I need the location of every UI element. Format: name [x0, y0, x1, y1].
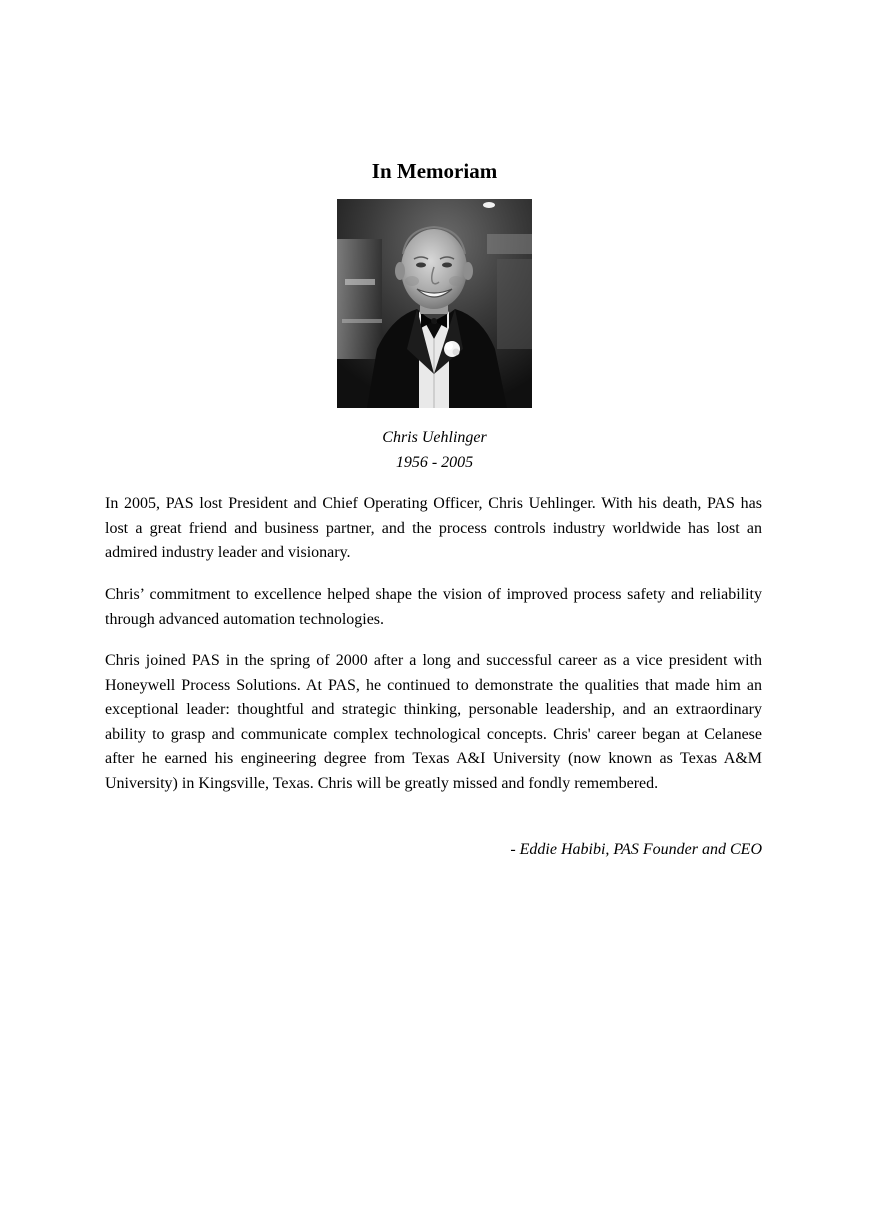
paragraph-commitment: Chris’ commitment to excellence helped shape the vision of improved process safety and reliability through advanced automation technologies.: [105, 586, 762, 628]
life-years: 1956 - 2005: [395, 454, 474, 471]
paragraph-career: Chris joined PAS in the spring of 2000 after a long and successful career as a vice president with Honeywell Process Solutions. At PAS, he continued to demonstrate the qualities that made him an exceptional leader: thoughtful and strategic thinking, personable leadership, and an extraordinary ability to grasp and communicate complex technological concepts. Chris' career began at Celanese after he earned his engineering degree from Texas A&I University (now known as Texas A&M University) in Kingsville, Texas. Chris will be greatly missed and fondly remembered.: [105, 652, 762, 792]
paragraph-intro: In 2005, PAS lost President and Chief Operating Officer, Chris Uehlinger. With his death, PAS has lost a great friend and business partner, and the process controls industry worldwide has lost an admired industry leader and visionary.: [105, 495, 762, 561]
portrait-photo: [337, 199, 532, 408]
page-title: In Memoriam: [371, 159, 498, 183]
person-name: Chris Uehlinger: [382, 429, 487, 446]
signature: - Eddie Habibi, PAS Founder and CEO: [510, 841, 762, 858]
